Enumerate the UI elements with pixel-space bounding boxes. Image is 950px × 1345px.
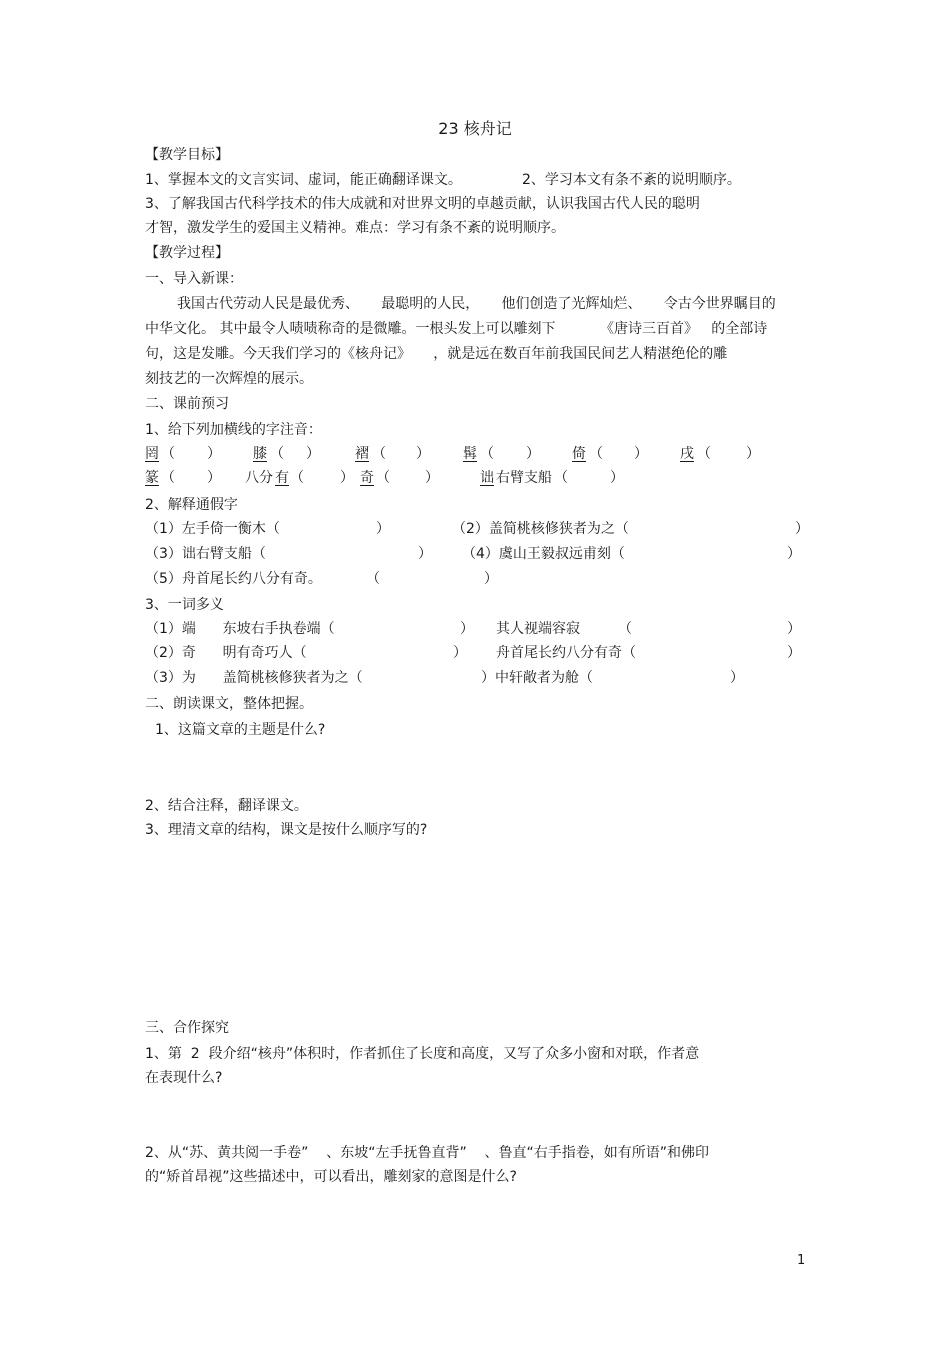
question-continued: 在表现什么?	[145, 1070, 223, 1086]
paren-close: ）	[460, 621, 474, 637]
subsection-heading: 二、朗读课文，整体把握。	[145, 696, 313, 712]
word-rest: 右臂支船	[496, 470, 552, 486]
section-heading: 【教学过程】	[145, 245, 229, 261]
polysemy-item: （2）奇 明有奇巧人（	[145, 645, 307, 661]
intro-paragraph: 我国古代劳动人民是最优秀、 最聪明的人民， 他们创造了光辉灿烂、 令古今世界瞩目的	[177, 296, 776, 312]
page-number: 1	[797, 1253, 806, 1268]
underlined-char: 篆	[145, 470, 159, 486]
subsection-heading: 三、合作探究	[145, 1020, 229, 1036]
polysemy-item: ）中轩敞者为舱（	[481, 670, 593, 686]
underlined-char: 膝	[253, 446, 267, 462]
intro-paragraph: 刻技艺的一次辉煌的展示。	[145, 371, 313, 387]
section-heading: 【教学目标】	[145, 147, 229, 163]
paren-close: ）	[610, 470, 624, 486]
underlined-char: 倚	[572, 446, 586, 462]
underlined-char: 髯	[463, 446, 477, 462]
paren-close: ）	[787, 621, 801, 637]
paren-close: ）	[484, 571, 498, 587]
goal-item: 3、了解我国古代科学技术的伟大成就和对世界文明的卓越贡献，认识我国古代人民的聪明	[145, 196, 700, 212]
question: 1、给下列加横线的字注音：	[145, 422, 322, 438]
paren-close: ）	[787, 546, 801, 562]
question: 1、第 2 段介绍“核舟”体积时，作者抓住了长度和高度，又写了众多小窗和对联，作者意	[145, 1046, 700, 1062]
intro-paragraph: 中华文化。 其中最令人啧啧称奇的是微雕。一根头发上可以雕刻下 《唐诗三百首》 的全部诗	[145, 321, 768, 337]
intro-paragraph: 句，这是发雕。今天我们学习的《核舟记》 ，就是远在数百年前我国民间艺人精湛绝伦的雕	[145, 346, 728, 362]
paren-close: ）	[207, 470, 221, 486]
tongjia-item: （1）左手倚一衡木（	[145, 521, 280, 537]
underlined-char: 有	[275, 470, 289, 486]
question: 2、解释通假字	[145, 497, 238, 513]
paren-close: ）	[730, 670, 744, 686]
paren-open: （	[290, 470, 304, 486]
paren-close: ）	[634, 446, 648, 462]
paren-close: ）	[453, 645, 467, 661]
paren-open: （	[697, 446, 711, 462]
paren-open: （	[376, 470, 390, 486]
paren-open: （	[589, 446, 603, 462]
paren-open: （	[161, 446, 175, 462]
tongjia-item: （2）盖简桃核修狭者为之（	[452, 521, 629, 537]
paren-close: ）	[746, 446, 760, 462]
paren-close: ）	[416, 446, 430, 462]
paren-open: （	[366, 571, 380, 587]
question: 1、这篇文章的主题是什么?	[155, 722, 326, 738]
underlined-char: 褶	[355, 446, 369, 462]
question: 2、从“苏、黄共阅一手卷” 、东坡“左手抚鲁直背” 、鲁直“右手指卷，如有所语”和佛印	[145, 1145, 710, 1161]
paren-close: ）	[795, 521, 809, 537]
paren-close: ）	[418, 546, 432, 562]
tongjia-item: （5）舟首尾长约八分有奇。	[145, 571, 322, 587]
subsection-heading: 二、课前预习	[145, 396, 229, 412]
goal-item: 2、学习本文有条不紊的说明顺序。	[522, 172, 741, 188]
tongjia-item: （3）诎右臂支船（	[145, 546, 266, 562]
underlined-char: 罔	[145, 446, 159, 462]
page-title: 23 核舟记	[438, 119, 512, 138]
polysemy-item: 舟首尾长约八分有奇（	[496, 645, 636, 661]
paren-close: ）	[526, 446, 540, 462]
subsection-heading: 一、导入新课：	[145, 271, 243, 287]
word-prefix: 八分	[245, 470, 273, 486]
paren-close: ）	[306, 446, 320, 462]
polysemy-item: 其人视端容寂	[496, 621, 580, 637]
question: 3、理清文章的结构，课文是按什么顺序写的?	[145, 822, 428, 838]
goal-item-continued: 才智，激发学生的爱国主义精神。难点：学习有条不紊的说明顺序。	[145, 220, 565, 236]
paren-open: （	[270, 446, 284, 462]
paren-open: （	[161, 470, 175, 486]
goal-item: 1、掌握本文的文言实词、虚词，能正确翻译课文。	[145, 172, 462, 188]
paren-close: ）	[787, 645, 801, 661]
question: 2、结合注释，翻译课文。	[145, 798, 308, 814]
polysemy-item: （1）端 东坡右手执卷端（	[145, 621, 335, 637]
paren-open: （	[372, 446, 386, 462]
paren-close: ）	[340, 470, 354, 486]
tongjia-item: （4）虞山王毅叔远甫刻（	[462, 546, 625, 562]
underlined-char: 诎	[480, 470, 494, 486]
paren-open: （	[554, 470, 568, 486]
paren-open: （	[480, 446, 494, 462]
question-continued: 的“矫首昂视”这些描述中，可以看出，雕刻家的意图是什么?	[145, 1169, 517, 1185]
paren-close: ）	[425, 470, 439, 486]
paren-open: （	[618, 621, 632, 637]
polysemy-item: （3）为 盖简桃核修狭者为之（	[145, 670, 363, 686]
paren-close: ）	[207, 446, 221, 462]
paren-close: ）	[376, 521, 390, 537]
underlined-char: 奇	[360, 470, 374, 486]
question: 3、一词多义	[145, 597, 224, 613]
underlined-char: 戌	[680, 446, 694, 462]
